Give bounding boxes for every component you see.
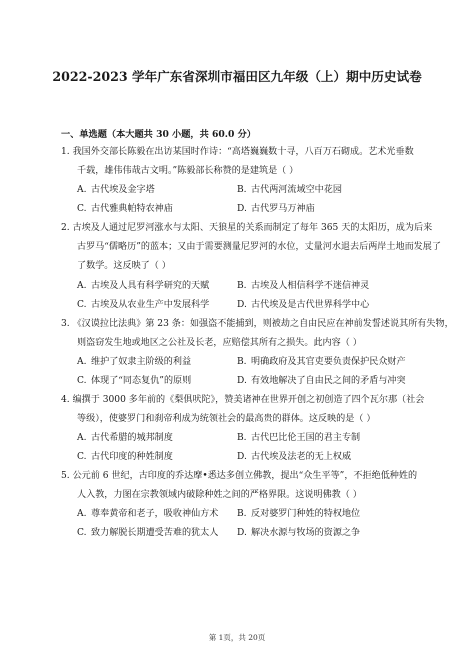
question-3-option-c[interactable] bbox=[77, 375, 191, 387]
option-text: 致力解脱长期遭受苦难的犹太人 bbox=[91, 528, 219, 538]
option-letter: D. bbox=[237, 528, 247, 538]
question-1-option-d[interactable] bbox=[237, 203, 315, 215]
option-text: 维护了奴隶主阶级的利益 bbox=[91, 357, 192, 367]
option-text: 古埃及人具有科学研究的天赋 bbox=[91, 281, 210, 291]
option-text: 古代埃及金字塔 bbox=[91, 185, 155, 195]
option-text: 古代巴比伦王国的君主专制 bbox=[251, 433, 361, 443]
question-5-line-2: 人入教，力图在宗教领域内破除种姓之间的严格界限。这说明佛教（ ） bbox=[77, 490, 362, 500]
question-2-line-2: 古罗马“儒略历”的蓝本；又由于需要测量尼罗河的水位，丈量河水退去后两岸土地而发展了 bbox=[77, 242, 441, 252]
option-text: 尊奉黄帝和老子，吸收神仙方术 bbox=[91, 509, 219, 519]
question-2-line-3: 了数学。这反映了（ ） bbox=[77, 261, 171, 271]
question-4-option-b[interactable] bbox=[237, 432, 360, 444]
question-3-option-d[interactable] bbox=[237, 375, 406, 387]
option-letter: D. bbox=[237, 376, 247, 386]
option-letter: D. bbox=[237, 300, 247, 310]
option-text: 古代雅典帕特农神庙 bbox=[91, 204, 173, 214]
option-letter: C. bbox=[77, 300, 87, 310]
option-text: 古代罗马万神庙 bbox=[251, 204, 315, 214]
option-letter: C. bbox=[77, 376, 87, 386]
question-1-option-c[interactable] bbox=[77, 203, 173, 215]
option-letter: B. bbox=[237, 357, 247, 367]
question-5-line-1: 5. 公元前 6 世纪，古印度的乔达摩•悉达多创立佛教，提出“众生平等”，不拒绝低种姓的 bbox=[61, 471, 418, 481]
question-4-option-a[interactable] bbox=[77, 432, 173, 444]
option-text: 古代印度的种姓制度 bbox=[91, 452, 173, 462]
option-letter: B. bbox=[237, 509, 247, 519]
question-5-option-a[interactable] bbox=[77, 508, 218, 520]
question-2-option-b[interactable] bbox=[237, 280, 369, 292]
question-5-option-c[interactable] bbox=[77, 527, 218, 539]
option-text: 古代希腊的城邦制度 bbox=[91, 433, 173, 443]
option-letter: B. bbox=[237, 281, 247, 291]
question-3-option-a[interactable] bbox=[77, 356, 191, 368]
question-5-option-d[interactable] bbox=[237, 527, 360, 539]
option-text: 古代埃及法老的无上权威 bbox=[251, 452, 352, 462]
option-letter: A. bbox=[77, 509, 87, 519]
option-text: 有效地解决了自由民之间的矛盾与冲突 bbox=[251, 376, 406, 386]
question-2-line-1: 2. 古埃及人通过尼罗河涨水与太阳、天狼星的关系而制定了每年 365 天的太阳历，成为后来 bbox=[61, 223, 433, 233]
option-text: 古埃及从农业生产中发展科学 bbox=[91, 300, 210, 310]
option-letter: C. bbox=[77, 452, 87, 462]
question-1-option-b[interactable] bbox=[237, 184, 342, 196]
option-letter: C. bbox=[77, 528, 87, 538]
option-letter: A. bbox=[77, 281, 87, 291]
option-text: 古代两河流域空中花园 bbox=[251, 185, 342, 195]
option-text: 明确政府及其官吏要负责保护民众财产 bbox=[251, 357, 406, 367]
option-text: 古代埃及是古代世界科学中心 bbox=[251, 300, 370, 310]
question-1-line-1: 1. 我国外交部长陈毅在出访某国时作诗：“高塔巍巍数十寻，八百万石砌成。艺术光垂数 bbox=[61, 147, 414, 157]
option-text: 解决水源与牧场的资源之争 bbox=[251, 528, 361, 538]
question-5-option-b[interactable] bbox=[237, 508, 360, 520]
option-letter: A. bbox=[77, 433, 87, 443]
option-text: 体现了“同态复仇”的原则 bbox=[91, 376, 192, 386]
option-text: 反对婆罗门种姓的特权地位 bbox=[251, 509, 361, 519]
question-2-option-a[interactable] bbox=[77, 280, 209, 292]
option-letter: B. bbox=[237, 185, 247, 195]
question-3-option-b[interactable] bbox=[237, 356, 406, 368]
question-1-line-2: 千载，雄伟伟哉古文明。”陈毅部长称赞的是建筑是（ ） bbox=[77, 166, 299, 176]
option-letter: D. bbox=[237, 452, 247, 462]
option-text: 古埃及人相信科学不迷信神灵 bbox=[251, 281, 370, 291]
page-footer: 第 1页，共 20页 bbox=[208, 633, 266, 642]
question-2-option-d[interactable] bbox=[237, 299, 369, 311]
page-title: 2022-2023 学年广东省深圳市福田区九年级（上）期中历史试卷 bbox=[52, 69, 422, 84]
option-letter: A. bbox=[77, 357, 87, 367]
question-2-option-c[interactable] bbox=[77, 299, 209, 311]
question-3-line-2: 则盗窃发生地或地区之公社及长老，应赔偿其所有之损失。此内容（ ） bbox=[77, 338, 362, 348]
question-4-option-d[interactable] bbox=[237, 451, 351, 463]
option-letter: C. bbox=[77, 204, 87, 214]
section-heading: 一、单选题（本大题共 30 小题，共 60.0 分） bbox=[61, 129, 256, 140]
option-letter: D. bbox=[237, 204, 247, 214]
option-letter: B. bbox=[237, 433, 247, 443]
option-letter: A. bbox=[77, 185, 87, 195]
question-4-option-c[interactable] bbox=[77, 451, 173, 463]
question-1-option-a[interactable] bbox=[77, 184, 155, 196]
question-3-line-1: 3. 《汉谟拉比法典》第 23 条：如强盗不能捕到，则被劫之自由民应在神前发誓述说其所有失物， bbox=[61, 319, 454, 329]
question-4-line-1: 4. 编撰于 3000 多年前的《梨俱吠陀》，赞美诸神在世界开创之初创造了四个瓦尔那（社会 bbox=[61, 395, 425, 405]
question-4-line-2: 等级），使婆罗门和刹帝利成为统领社会的最高贵的群体。这反映的是（ ） bbox=[77, 414, 376, 424]
